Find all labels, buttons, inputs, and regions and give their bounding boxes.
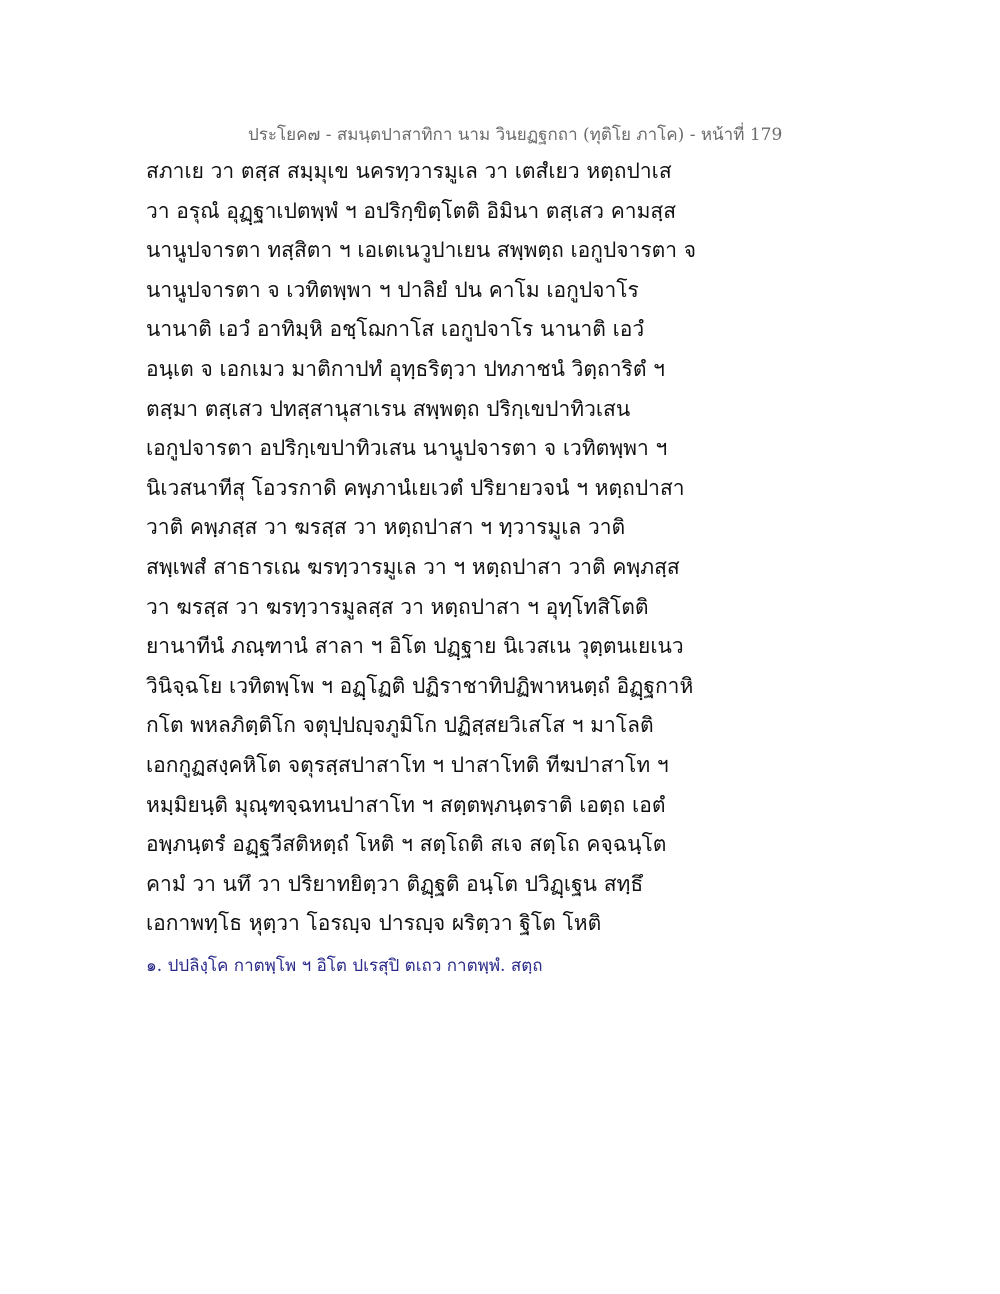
body-line: เอกูปจารตา อปริกฺเขปาทิวเสน นานูปจารตา จ เวทิตพฺพา ฯ (146, 436, 668, 461)
body-line: วาติ คพฺภสฺส วา ฆรสฺส วา หตฺถปาสา ฯ ทฺวารมูเล วาติ (146, 515, 626, 540)
body-line: สภาเย วา ตสฺส สมฺมุเข นครทฺวารมูเล วา เตสํเยว หตฺถปาเส (146, 159, 672, 183)
body-line: อพฺภนฺตรํ อฏฺฐวีสติหตฺถํ โหติ ฯ สตฺโถติ สเจ สตฺโถ คจฺฉนฺโต (146, 832, 667, 857)
body-line: นานูปจารตา ทสฺสิตา ฯ เอเตเนวูปาเยน สพฺพตฺถ เอกูปจารตา จ (146, 238, 697, 263)
body-line: นิเวสนาทีสุ โอวรกาดิ คพฺภานํเยเวตํ ปริยายวจนํ ฯ หตฺถปาสา (146, 475, 685, 500)
body-line: เอกาพทฺโธ หุตฺวา โอรญฺจ ปารญฺจ ผริตฺวา ฐิโต โหติ (146, 911, 602, 936)
body-line: วา ฆรสฺส วา ฆรทฺวารมูลสฺส วา หตฺถปาสา ฯ อุทฺโทสิโตติ (146, 594, 649, 619)
body-line: คามํ วา นทึ วา ปริยาทยิตฺวา ติฏฺฐติ อนฺโต ปวิฏฺเฐน สทฺธึ (146, 871, 644, 896)
body-line: เอกกูฏสงฺคหิโต จตุรสฺสปาสาโท ฯ ปาสาโทติ ทีฆปาสาโท ฯ (146, 752, 669, 777)
body-line: วินิจฺฉโย เวทิตพฺโพ ฯ อฏฺโฏติ ปฏิราชาทิปฏิพาหนตฺถํ อิฏฺฐกาหิ (146, 673, 694, 698)
running-header: ประโยค๗ - สมนฺตปาสาทิกา นาม วินยฏฐกถา (ทุติโย ภาโค) - หน้าที่ 179 (248, 125, 783, 145)
body-line: นานูปจารตา จ เวทิตพฺพา ฯ ปาลิยํ ปน คาโม เอกูปจาโร (146, 277, 639, 302)
body-line: ตสฺมา ตสฺเสว ปทสฺสานุสาเรน สพฺพตฺถ ปริกฺเขปาทิวเสน (146, 396, 631, 421)
body-line: กโต พหลภิตฺติโก จตุปฺปญฺจภูมิโก ปฏิสฺสยวิเสโส ฯ มาโลติ (146, 713, 654, 738)
body-line: วา อรุณํ อุฏฺฐาเปตพฺพํ ฯ อปริกฺขิตฺโตติ อิมินา ตสฺเสว คามสฺส (146, 198, 677, 223)
body-text (146, 152, 706, 944)
body-line: สพฺเพสํ สาธารเณ ฆรทฺวารมูเล วา ฯ หตฺถปาสา วาติ คพฺภสฺส (146, 554, 680, 579)
body-line: นานาติ เอวํ อาทิมฺหิ อชฺโฌกาโส เอกูปจาโร นานาติ เอวํ (146, 317, 645, 342)
footnote: ๑. ปปลิงฺโค กาตพฺโพ ฯ อิโต ปเรสุปิ ตเถว กาตพฺพํ. สตฺถ (146, 956, 543, 976)
body-line: หมฺมิยนฺติ มุณฺฑจฺฉทนปาสาโท ฯ สตฺตพฺภนฺตราติ เอตฺถ เอตํ (146, 792, 666, 817)
body-line: ยานาทีนํ ภณฺฑานํ สาลา ฯ อิโต ปฏฺฐาย นิเวสเน วุตฺตนเยเนว (146, 634, 684, 659)
body-line: อนฺเต จ เอกเมว มาติกาปทํ อุทฺธริตฺวา ปทภาชนํ วิตฺถาริตํ ฯ (146, 356, 665, 381)
